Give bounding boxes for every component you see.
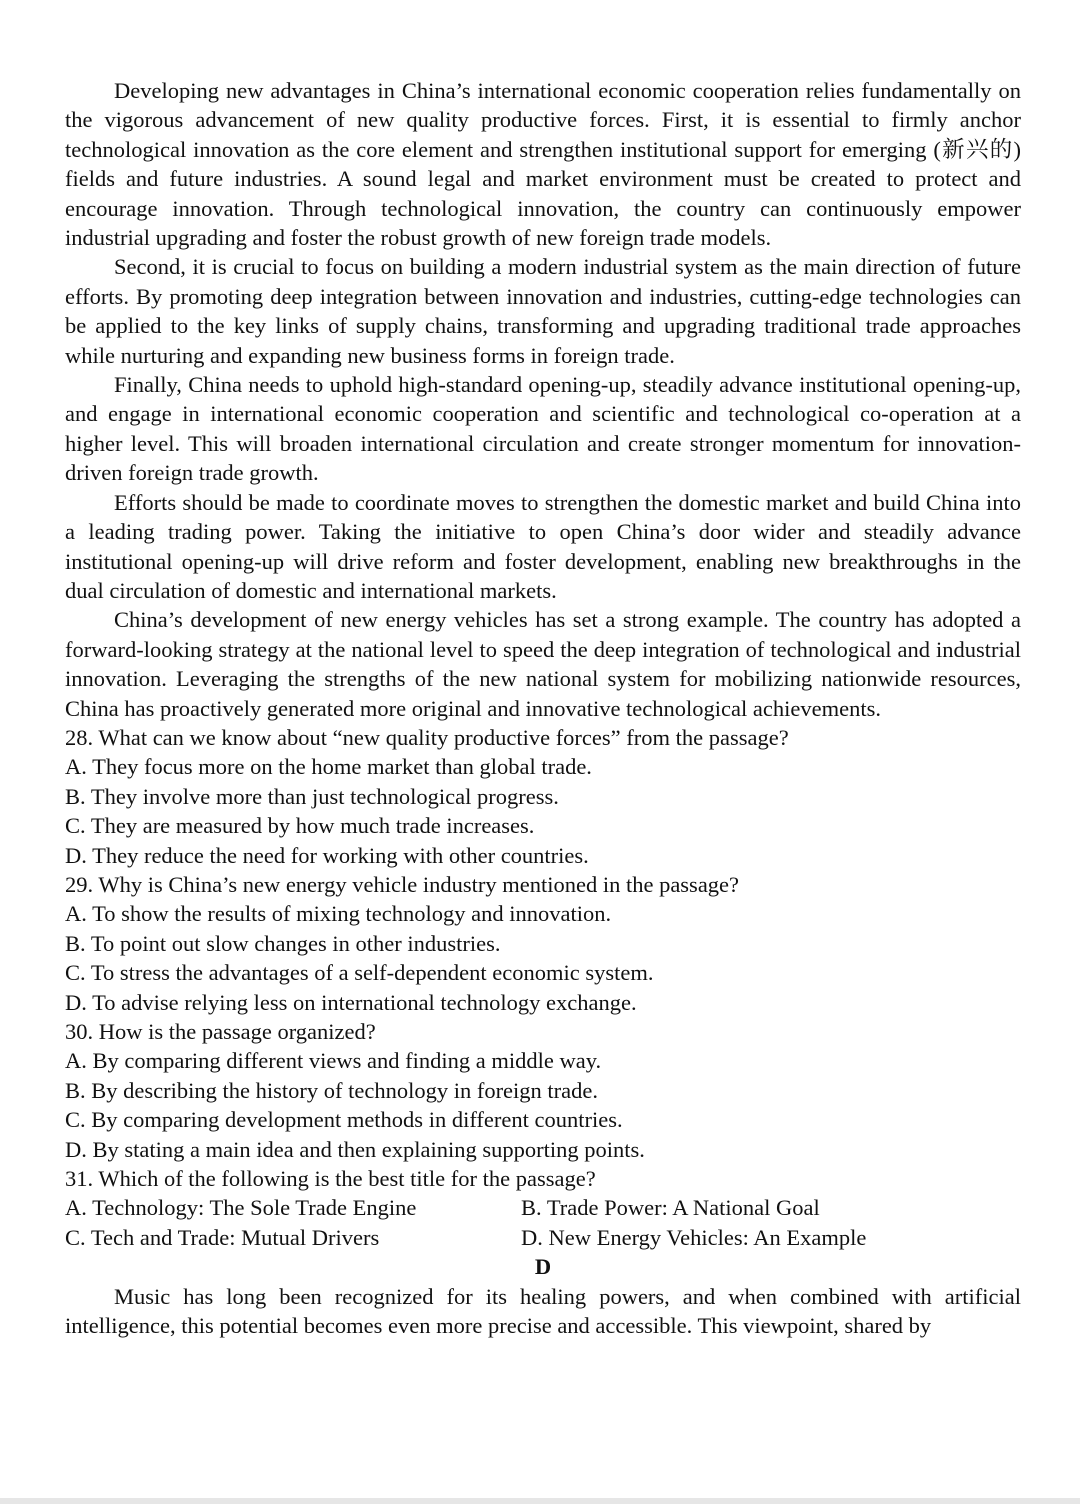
- option-d: D. They reduce the need for working with other countries.: [65, 842, 589, 868]
- question-31: [65, 1164, 1021, 1252]
- passage-paragraph-2: Second, it is crucial to focus on building a modern industrial system as the main direction of future efforts. By promoting deep integration between innovation and industries, cutting-edge technologies can be applied to the key links of supply chains, transforming and upgrading traditional trade approaches while nurturing and expanding new business forms in foreign trade.: [65, 254, 1021, 368]
- page-bottom-edge: [0, 1498, 1080, 1504]
- passage-paragraph-3: Finally, China needs to uphold high-standard opening-up, steadily advance institutional opening-up, and engage in international economic cooperation and scientific and technological co-operation at a higher level. This will broaden international circulation and create stronger momentum for innovation-driven foreign trade growth.: [65, 372, 1021, 486]
- option-a: A. Technology: The Sole Trade Engine: [65, 1195, 417, 1221]
- option-d: D. To advise relying less on international technology exchange.: [65, 989, 637, 1015]
- passage-paragraph-4: Efforts should be made to coordinate moves to strengthen the domestic market and build China into a leading trading power. Taking the initiative to open China’s door wider and steadily advance institutional opening-up will drive reform and foster development, enabling new breakthroughs in the dual circulation of domestic and international markets.: [65, 489, 1021, 603]
- question-30: [65, 1017, 1021, 1164]
- question-29: [65, 870, 1021, 1017]
- section-heading-d: D: [534, 1254, 552, 1280]
- question-stem: 29. Why is China’s new energy vehicle industry mentioned in the passage?: [65, 871, 740, 897]
- question-stem: 30. How is the passage organized?: [65, 1019, 376, 1044]
- exam-page: [65, 76, 1021, 1340]
- option-a: A. To show the results of mixing technology and innovation.: [65, 901, 612, 927]
- passage-paragraph-1: Developing new advantages in China’s international economic cooperation relies fundamentally on the vigorous advancement of new quality productive forces. First, it is essential to firmly anchor technological innovation as the core element and strengthen institutional support for emerging (新兴的) fields and future industries. A sound legal and market environment must be created to protect and encourage innovation. Through technological innovation, the country can continuously empower industrial upgrading and foster the robust growth of new foreign trade models.: [65, 78, 1021, 251]
- option-grid: [65, 1193, 1021, 1252]
- question-28: [65, 723, 1021, 870]
- option-b: B. Trade Power: A National Goal: [521, 1195, 820, 1221]
- option-c: C. Tech and Trade: Mutual Drivers: [65, 1224, 380, 1250]
- section-d-paragraph: Music has long been recognized for its healing powers, and when combined with artificial intelligence, this potential becomes even more precise and accessible. This viewpoint, shared by: [65, 1283, 1021, 1339]
- question-stem: 31. Which of the following is the best title for the passage?: [65, 1166, 596, 1192]
- option-b: B. They involve more than just technological progress.: [65, 783, 559, 809]
- option-a: A. They focus more on the home market than global trade.: [65, 754, 592, 780]
- passage-paragraph-5: China’s development of new energy vehicles has set a strong example. The country has adopted a forward-looking strategy at the national level to speed the deep integration of technological and industrial innovation. Leveraging the strengths of the new national system for mobilizing nationwide resources, China has proactively generated more original and innovative technological achievements.: [65, 607, 1021, 721]
- option-d: D. New Energy Vehicles: An Example: [521, 1224, 867, 1250]
- option-c: C. By comparing development methods in different countries.: [65, 1107, 623, 1133]
- option-d: D. By stating a main idea and then explaining supporting points.: [65, 1136, 645, 1162]
- option-a: A. By comparing different views and finding a middle way.: [65, 1048, 602, 1074]
- option-b: B. To point out slow changes in other industries.: [65, 930, 501, 956]
- option-b: B. By describing the history of technology in foreign trade.: [65, 1077, 599, 1103]
- option-c: C. They are measured by how much trade increases.: [65, 813, 535, 839]
- option-c: C. To stress the advantages of a self-dependent economic system.: [65, 960, 654, 986]
- question-stem: 28. What can we know about “new quality productive forces” from the passage?: [65, 724, 789, 750]
